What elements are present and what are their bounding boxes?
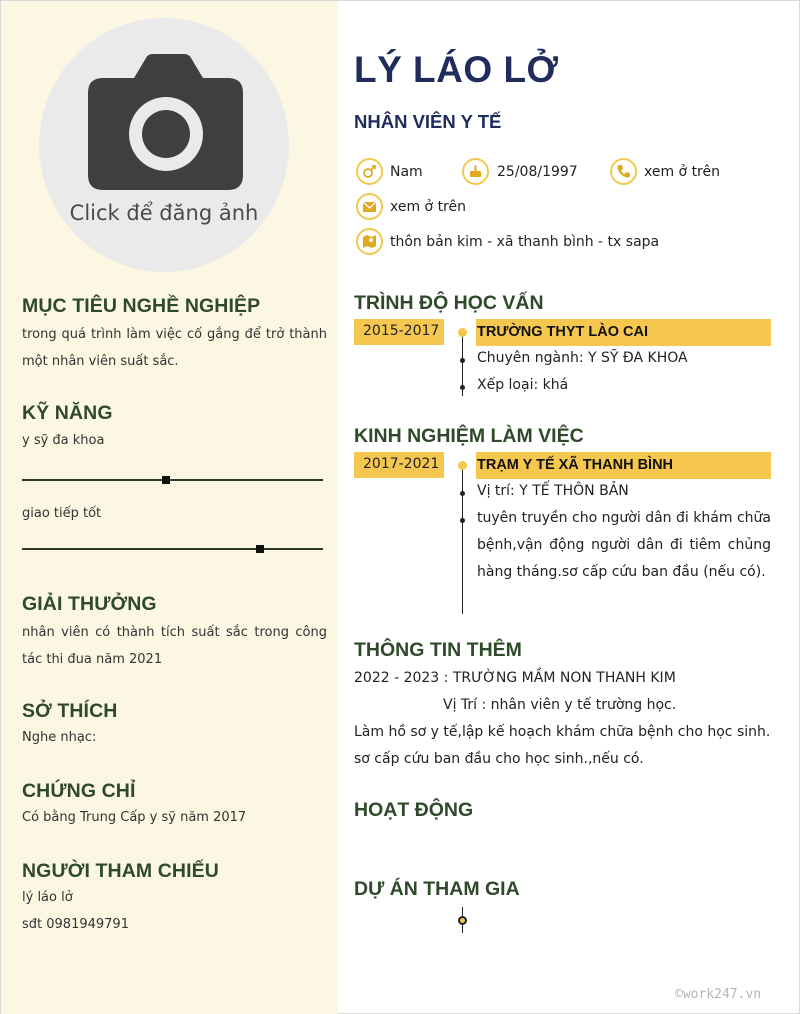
map-icon	[356, 228, 383, 255]
awards-heading: GIẢI THƯỞNG	[22, 593, 157, 615]
education-school: TRƯỜNG THYT LÀO CAI	[476, 319, 771, 346]
extra-line: Làm hồ sơ y tế,lập kế hoạch khám chữa bệnh cho học sinh.	[354, 724, 771, 740]
birthdate-value: 25/08/1997	[497, 163, 578, 180]
address-value: thôn bản kim - xã thanh bình - tx sapa	[390, 233, 660, 250]
timeline-dot	[458, 916, 467, 925]
left-sidebar	[1, 1, 338, 1014]
experience-position: Vị trí: Y TẾ THÔN BẢN	[477, 483, 629, 499]
objective-heading: MỤC TIÊU NGHỀ NGHIỆP	[22, 295, 261, 317]
awards-section	[22, 593, 327, 673]
timeline-line	[462, 461, 463, 614]
gender-value: Nam	[390, 163, 423, 180]
skill-name: y sỹ đa khoa	[22, 433, 105, 448]
timeline-dot	[458, 328, 467, 337]
objective-section	[22, 295, 327, 375]
extra-line: Vị Trí : nhân viên y tế trường học.	[443, 697, 677, 713]
education-grade: Xếp loại: khá	[477, 377, 569, 393]
extra-heading: THÔNG TIN THÊM	[354, 639, 522, 661]
email-info	[356, 193, 466, 220]
gender-info	[356, 158, 423, 185]
email-value: xem ở trên	[390, 198, 466, 215]
email-icon	[356, 193, 383, 220]
address-info	[356, 228, 659, 255]
birthdate-info	[462, 158, 578, 185]
extra-line: 2022 - 2023 : TRƯỜNG MẦM NON THANH KIM	[354, 670, 676, 686]
skill-item	[22, 500, 327, 527]
skill-bar	[22, 479, 323, 481]
timeline-bullet	[460, 385, 465, 390]
certificates-section	[22, 780, 327, 831]
skill-name: giao tiếp tốt	[22, 506, 102, 521]
references-heading: NGƯỜI THAM CHIẾU	[22, 860, 219, 882]
phone-value: xem ở trên	[644, 163, 720, 180]
birthday-cake-icon	[462, 158, 489, 185]
candidate-name: LÝ LÁO LỞ	[354, 49, 559, 90]
reference-name: lý láo lở	[22, 890, 73, 905]
activities-heading: HOẠT ĐỘNG	[354, 799, 474, 821]
reference-phone: sđt 0981949791	[22, 917, 129, 932]
hobbies-heading: SỞ THÍCH	[22, 700, 118, 722]
skill-level-handle[interactable]	[162, 476, 170, 484]
timeline-bullet	[460, 491, 465, 496]
objective-text: trong quá trình làm việc cố gắng để trở thành một nhân viên suất sắc.	[22, 327, 327, 369]
experience-heading: KINH NGHIỆM LÀM VIỆC	[354, 425, 584, 447]
experience-description: tuyên truyền cho người dân đi khám chữa bệnh,vận động người dân đi tiêm chủng hàng tháng.sơ cấp cứu ban đầu (nếu có).	[477, 510, 771, 580]
gender-icon	[356, 158, 383, 185]
photo-caption: Click để đăng ảnh	[69, 201, 259, 225]
certificates-text: Có bằng Trung Cấp y sỹ năm 2017	[22, 810, 247, 825]
projects-heading: DỰ ÁN THAM GIA	[354, 878, 520, 900]
extra-line: sơ cấp cứu ban đầu cho học sinh.,nếu có.	[354, 751, 644, 767]
skill-bar	[22, 548, 323, 550]
watermark: ©work247.vn	[675, 987, 762, 1002]
avatar-upload[interactable]	[39, 18, 289, 272]
education-years: 2015-2017	[354, 319, 444, 345]
camera-icon	[88, 54, 243, 192]
skill-level-handle[interactable]	[256, 545, 264, 553]
candidate-role: NHÂN VIÊN Y TẾ	[354, 111, 502, 132]
education-major: Chuyên ngành: Y SỸ ĐA KHOA	[477, 350, 688, 366]
education-heading: TRÌNH ĐỘ HỌC VẤN	[354, 292, 544, 314]
timeline-bullet	[460, 518, 465, 523]
hobbies-section	[22, 700, 327, 751]
timeline-dot	[458, 461, 467, 470]
hobbies-text: Nghe nhạc:	[22, 730, 97, 745]
experience-years: 2017-2021	[354, 452, 444, 478]
certificates-heading: CHỨNG CHỈ	[22, 780, 136, 802]
phone-icon	[610, 158, 637, 185]
experience-company: TRẠM Y TẾ XÃ THANH BÌNH	[476, 452, 771, 479]
phone-info	[610, 158, 720, 185]
references-section	[22, 860, 327, 938]
skills-section	[22, 402, 327, 454]
awards-text: nhân viên có thành tích suất sắc trong công tác thi đua năm 2021	[22, 625, 327, 667]
timeline-bullet	[460, 358, 465, 363]
skills-heading: KỸ NĂNG	[22, 402, 113, 424]
